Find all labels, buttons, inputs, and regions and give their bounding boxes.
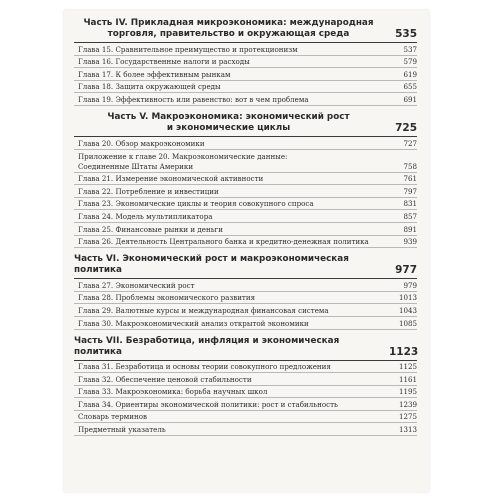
chapter-page-number: 1013 (398, 293, 417, 303)
chapter-entry (74, 137, 417, 150)
chapter-page-number: 1043 (398, 305, 417, 315)
chapter-title: Глава 15. Сравнительное преимущество и протекционизм (78, 44, 298, 54)
part-page-number: 535 (395, 28, 417, 40)
chapter-entry (74, 386, 417, 399)
chapter-title: Глава 19. Эффективность или равенство: вот в чем проблема (78, 94, 309, 104)
chapter-entry (74, 198, 417, 211)
book-page (64, 10, 429, 492)
part-heading (74, 18, 417, 43)
chapter-title: Приложение к главе 20. Макроэкономические данные: Соединенные Штаты Америки (78, 151, 288, 171)
chapter-entry (74, 304, 417, 317)
chapter-entry (74, 210, 417, 223)
chapter-entry (74, 68, 417, 81)
chapter-page-number: 1313 (398, 425, 417, 435)
part-title: Часть V. Макроэкономика: экономический рост и экономические циклы (107, 111, 350, 133)
chapter-title: Глава 21. Измерение экономической активности (78, 174, 264, 184)
chapter-page-number: 831 (403, 199, 417, 209)
chapter-page-number: 537 (403, 44, 417, 54)
chapter-title: Глава 33. Макроэкономика: борьба научных школ (78, 387, 268, 397)
chapter-entry (74, 279, 417, 292)
chapter-page-number: 979 (403, 280, 417, 290)
chapter-entry (74, 398, 417, 411)
chapter-entry (74, 56, 417, 69)
chapter-title: Глава 34. Ориентиры экономической политики: рост и стабильность (78, 399, 338, 409)
part-page-number: 1123 (389, 345, 419, 358)
chapter-entry (74, 411, 417, 424)
chapter-title: Глава 30. Макроэкономический анализ открытой экономики (78, 318, 309, 328)
chapter-title: Глава 29. Валютные курсы и международная финансовая система (78, 305, 329, 315)
chapter-entry (74, 317, 417, 330)
chapter-page-number: 1161 (398, 374, 417, 384)
chapter-page-number: 857 (403, 211, 417, 221)
part-title: Часть IV. Прикладная микроэкономика: международная торговля, правительство и окружающая среда (83, 18, 374, 39)
part-heading (74, 112, 417, 137)
chapter-entry (74, 43, 417, 56)
chapter-page-number: 1085 (398, 318, 417, 328)
chapter-page-number: 758 (403, 161, 417, 171)
chapter-page-number: 1125 (398, 362, 417, 372)
chapter-title: Предметный указатель (78, 425, 166, 435)
chapter-entry (74, 81, 417, 94)
chapter-page-number: 1275 (398, 412, 417, 422)
chapter-title: Глава 17. К более эффективным рынкам (78, 69, 231, 79)
chapter-page-number: 1195 (398, 387, 417, 397)
chapter-title: Глава 23. Экономические циклы и теория совокупного спроса (78, 199, 314, 209)
chapter-page-number: 579 (403, 57, 417, 67)
chapter-entry (74, 93, 417, 106)
chapter-entry (74, 423, 417, 436)
chapter-title: Глава 31. Безработица и основы теории совокупного предложения (78, 362, 331, 372)
chapter-title: Глава 26. Деятельность Центрального банка и кредитно-денежная политика (78, 237, 369, 247)
chapter-page-number: 655 (403, 82, 417, 92)
part-title: Часть VII. Безработица, инфляция и экономическая политика (74, 335, 340, 357)
part-page-number: 977 (395, 264, 417, 277)
chapter-title: Глава 24. Модель мультипликатора (78, 211, 213, 221)
chapter-page-number: 761 (403, 174, 417, 184)
chapter-page-number: 797 (403, 186, 417, 196)
chapter-title: Глава 20. Обзор макроэкономики (78, 138, 205, 148)
chapter-entry (74, 223, 417, 236)
part-page-number: 725 (395, 121, 417, 134)
part-title: Часть VI. Экономический рост и макроэкономическая политика (74, 254, 349, 276)
chapter-page-number: 1239 (398, 399, 417, 409)
chapter-page-number: 939 (403, 237, 417, 247)
chapter-title: Глава 16. Государственные налоги и расходы (78, 57, 250, 67)
chapter-page-number: 727 (403, 138, 417, 148)
chapter-title: Глава 22. Потребление и инвестиции (78, 186, 219, 196)
chapter-title: Глава 28. Проблемы экономического развития (78, 293, 256, 303)
chapter-entry (74, 173, 417, 186)
table-of-contents (74, 18, 417, 436)
chapter-entry (74, 150, 417, 173)
chapter-title: Глава 27. Экономический рост (78, 280, 195, 290)
chapter-entry (74, 292, 417, 305)
part-heading (74, 254, 417, 279)
chapter-page-number: 891 (403, 224, 417, 234)
chapter-entry (74, 373, 417, 386)
chapter-title: Глава 18. Защита окружающей среды (78, 82, 221, 92)
chapter-entry (74, 361, 417, 374)
chapter-entry (74, 236, 417, 249)
chapter-title: Глава 32. Обеспечение ценовой стабильности (78, 374, 252, 384)
part-heading (74, 336, 417, 361)
chapter-title: Глава 25. Финансовые рынки и деньги (78, 224, 223, 234)
chapter-entry (74, 185, 417, 198)
chapter-page-number: 619 (403, 69, 417, 79)
chapter-title: Словарь терминов (78, 412, 147, 422)
chapter-page-number: 691 (403, 94, 417, 104)
